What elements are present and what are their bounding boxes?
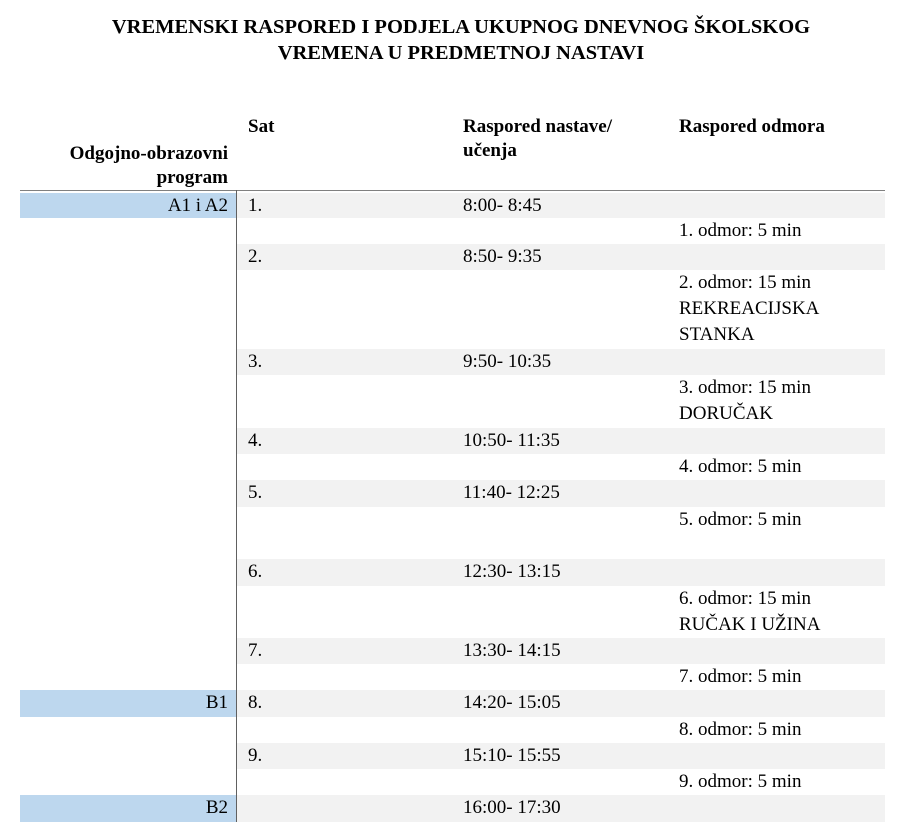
break-line: 7. odmor: 5 min [679, 666, 802, 687]
table-row [20, 218, 885, 244]
sat-cell: 3. [248, 351, 263, 372]
break-line: DORUČAK [679, 403, 773, 424]
sat-cell: 9. [248, 745, 263, 766]
row-shading [237, 349, 885, 375]
program-column-divider [236, 190, 237, 822]
time-cell: 12:30- 13:15 [463, 561, 561, 582]
break-cell [679, 769, 801, 795]
sat-cell: 8. [248, 692, 263, 713]
row-shading [237, 743, 885, 769]
time-cell: 10:50- 11:35 [463, 430, 560, 451]
table-row [20, 795, 885, 822]
table-row [20, 586, 885, 638]
table-row [20, 769, 885, 795]
time-cell: 9:50- 10:35 [463, 351, 552, 372]
table-row [20, 559, 885, 586]
time-cell: 11:40- 12:25 [463, 482, 560, 503]
table-row [20, 507, 885, 559]
row-shading [237, 480, 885, 507]
table-row [20, 743, 885, 769]
break-line: 6. odmor: 15 min [679, 588, 811, 609]
header-sat: Sat [248, 116, 275, 137]
table-row [20, 428, 885, 454]
break-cell [679, 717, 801, 743]
break-line: 2. odmor: 15 min [679, 272, 811, 293]
title-line-2: VREMENA U PREDMETNOJ NASTAVI [277, 42, 645, 64]
row-shading [237, 559, 885, 586]
table-row [20, 717, 885, 743]
time-cell: 14:20- 15:05 [463, 692, 561, 713]
sat-cell: 2. [248, 246, 263, 267]
break-line: 5. odmor: 5 min [679, 509, 802, 530]
table-row [20, 480, 885, 507]
row-shading [237, 795, 885, 822]
break-line: 9. odmor: 5 min [679, 771, 802, 792]
break-line: STANKA [679, 324, 755, 345]
program-cell: A1 i A2 [20, 193, 236, 218]
time-cell: 15:10- 15:55 [463, 745, 561, 766]
table-row [20, 270, 885, 349]
table-row [20, 193, 885, 218]
break-line: 1. odmor: 5 min [679, 220, 802, 241]
break-line: RUČAK I UŽINA [679, 614, 821, 635]
document-title [0, 14, 922, 66]
sat-cell: 5. [248, 482, 263, 503]
time-cell: 16:00- 17:30 [463, 797, 561, 818]
time-cell: 8:00- 8:45 [463, 195, 542, 216]
row-shading [237, 638, 885, 664]
time-cell: 8:50- 9:35 [463, 246, 542, 267]
table-row [20, 664, 885, 690]
break-cell [679, 218, 801, 244]
header-nastava: Raspored nastave/ učenja [463, 116, 613, 161]
program-cell: B1 [20, 690, 236, 717]
break-line: 8. odmor: 5 min [679, 719, 802, 740]
break-cell [679, 454, 801, 480]
break-line: REKREACIJSKA [679, 298, 820, 319]
header-divider [20, 190, 885, 191]
header-program: Odgojno-obrazovni program [69, 143, 228, 188]
sat-cell: 7. [248, 640, 263, 661]
header-odmori: Raspored odmora [679, 116, 825, 137]
row-shading [237, 690, 885, 717]
program-cell: B2 [20, 795, 236, 822]
table-row [20, 638, 885, 664]
table-row [20, 454, 885, 480]
row-shading [237, 428, 885, 454]
break-line: 4. odmor: 5 min [679, 456, 802, 477]
row-shading [237, 193, 885, 218]
sat-cell: 6. [248, 561, 263, 582]
break-line: 3. odmor: 15 min [679, 377, 811, 398]
break-cell [679, 664, 801, 690]
time-cell: 13:30- 14:15 [463, 640, 561, 661]
break-cell [679, 586, 820, 638]
table-row [20, 349, 885, 375]
sat-cell: 4. [248, 430, 263, 451]
table-row [20, 375, 885, 428]
table-row [20, 244, 885, 270]
break-cell [679, 507, 801, 533]
row-shading [237, 244, 885, 270]
table-row [20, 690, 885, 717]
title-line-1: VREMENSKI RASPORED I PODJELA UKUPNOG DNEVNOG ŠKOLSKOG [111, 16, 811, 38]
sat-cell: 1. [248, 195, 263, 216]
break-cell [679, 270, 819, 348]
break-cell [679, 375, 811, 427]
